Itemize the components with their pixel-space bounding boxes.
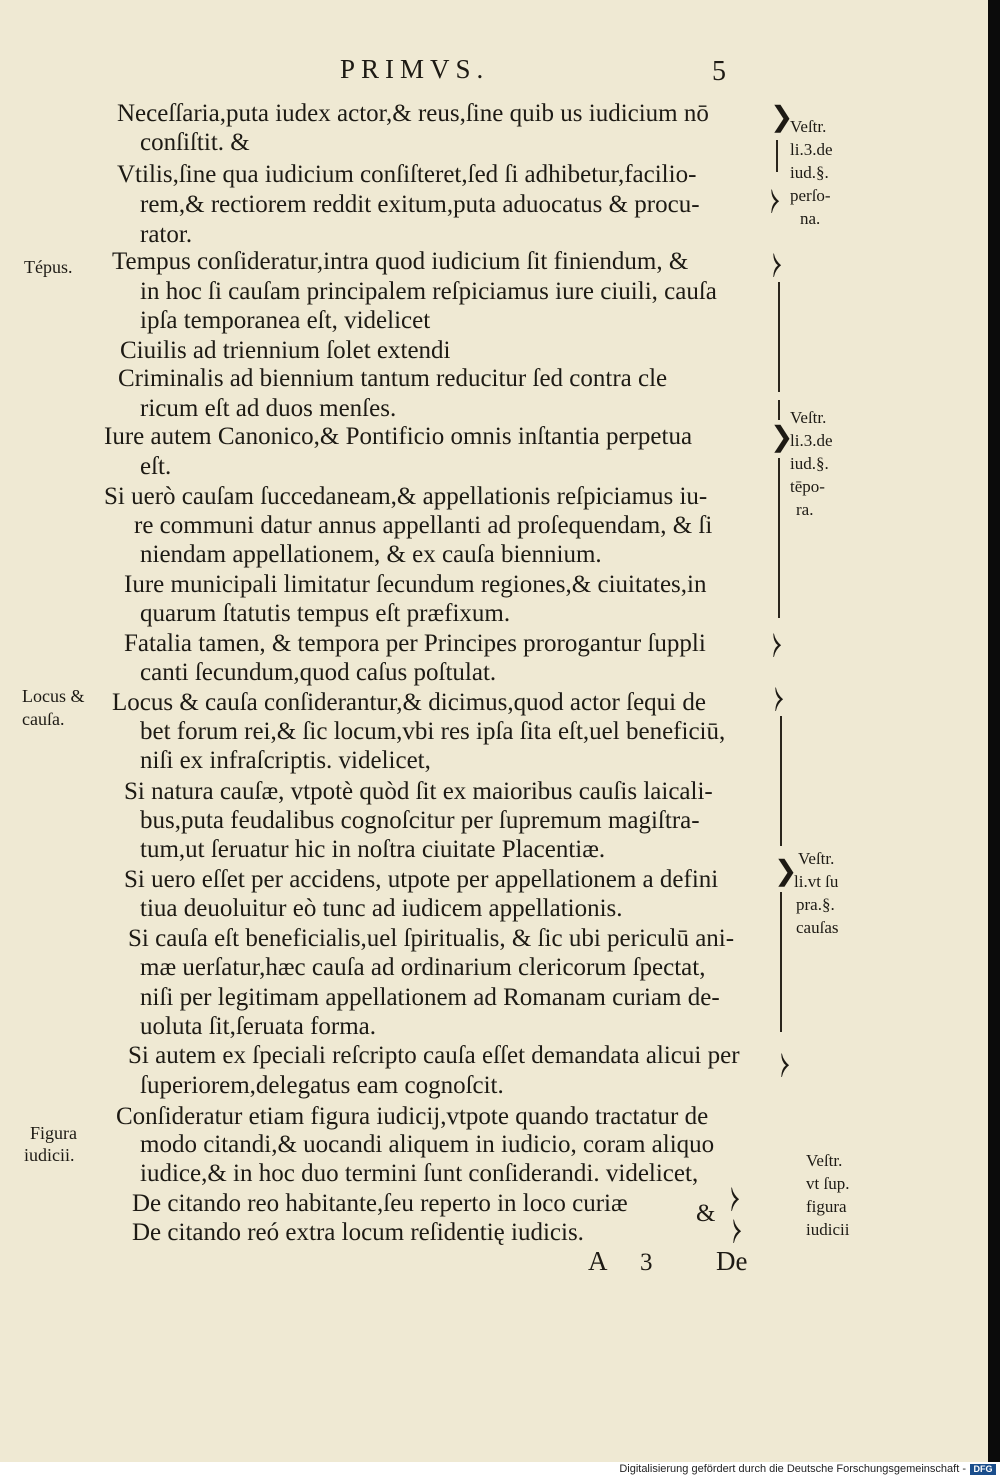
margin-ref-persona-3: iud.§.	[790, 163, 829, 182]
text-line: Iure autem Canonico,& Pontificio omnis inſtantia perpetua	[104, 423, 693, 450]
text-line: Si cauſa eſt beneficialis,uel ſpiritualis, & ſic ubi periculū ani-	[128, 925, 735, 952]
text-line: uoluta ſit,ſeruata forma.	[140, 1013, 377, 1040]
margin-ref-figura-2: vt ſup.	[806, 1174, 850, 1193]
text-line: Vtilis,ſine qua iudicium conſiſteret,ſed ſi adhibetur,facilio-	[117, 161, 697, 188]
margin-ref-persona-5: na.	[800, 209, 821, 228]
brace-mark: ❯	[770, 422, 794, 453]
text-line: modo citandi,& uocandi aliquem in iudicio, coram aliquo	[140, 1131, 715, 1158]
text-line: niendam appellationem, & ex cauſa biennium.	[140, 541, 602, 568]
margin-ref-persona-4: perſo-	[790, 186, 831, 205]
brace-mark: ⧽	[772, 248, 782, 279]
text-line: eſt.	[140, 453, 172, 480]
text-line: Si uero eſſet per accidens, utpote per appellationem a defini	[124, 866, 719, 893]
margin-ref-causas-2: li.vt ſu	[794, 872, 839, 891]
signature-number: 3	[640, 1249, 653, 1276]
text-line: Criminalis ad biennium tantum reducitur ſed contra cle	[118, 365, 668, 392]
brace-line	[778, 282, 780, 392]
signature-mark: A	[588, 1246, 608, 1276]
text-line: bet forum rei,& ſic locum,vbi res ipſa ſita eſt,uel beneficiū,	[140, 718, 726, 745]
margin-ref-causas-3: pra.§.	[796, 895, 835, 914]
brace-line	[776, 140, 778, 172]
margin-note-figura-line1: Figura	[30, 1123, 77, 1143]
brace-line	[778, 458, 780, 618]
text-line: tum,ut ſeruatur hic in noſtra ciuitate Placentiæ.	[140, 836, 606, 863]
text-line: Si autem ex ſpeciali reſcripto cauſa eſſet demandata alicui per	[128, 1042, 740, 1069]
text-line: Conſideratur etiam figura iudicij,vtpote quando tractatur de	[116, 1103, 709, 1130]
margin-ref-persona-2: li.3.de	[790, 140, 833, 159]
text-line: ricum eſt ad duos menſes.	[140, 395, 397, 422]
brace-mark: ⧽	[780, 1048, 790, 1079]
text-line: tiua deuoluitur eò tunc ad iudicem appellationis.	[140, 895, 623, 922]
margin-ref-causas-4: cauſas	[796, 918, 839, 937]
margin-ref-tempora-2: li.3.de	[790, 431, 833, 450]
text-line: canti ſecundum,quod caſus poſtulat.	[140, 659, 497, 686]
text-line: rator.	[140, 221, 193, 248]
brace-mark: ⧽	[774, 682, 784, 713]
margin-ref-tempora-3: iud.§.	[790, 454, 829, 473]
brace-mark: ⧽	[770, 184, 780, 215]
brace-mark: ⧽	[730, 1182, 740, 1213]
running-head: PRIMVS.	[340, 54, 490, 84]
footer-text: Digitalisierung gefördert durch die Deutsche Forschungsgemeinschaft -	[619, 1463, 966, 1475]
text-line: conſiſtit. &	[140, 129, 250, 156]
dfg-logo-icon: DFG	[970, 1464, 996, 1475]
text-line: niſi per legitimam appellationem ad Romanam curiam de-	[140, 984, 720, 1011]
margin-ref-figura-1: Veſtr.	[806, 1151, 843, 1170]
margin-ref-causas-1: Veſtr.	[798, 849, 835, 868]
text-line: Locus & cauſa conſiderantur,& dicimus,quod actor ſequi de	[112, 689, 706, 716]
margin-ref-figura-3: figura	[806, 1197, 847, 1216]
text-line: mæ uerſatur,hæc cauſa ad ordinarium clericorum ſpectat,	[140, 954, 706, 981]
text-line: bus,puta feudalibus cognoſcitur per ſupremum magiſtra-	[140, 807, 700, 834]
brace-line	[778, 400, 780, 420]
text-line: rem,& rectiorem reddit exitum,puta aduocatus & procu-	[140, 191, 700, 218]
text-line: ſuperiorem,delegatus eam cognoſcit.	[140, 1072, 504, 1099]
brace-mark: ⧽	[732, 1214, 742, 1245]
margin-note-locus-line2: cauſa.	[22, 709, 65, 729]
ampersand-mark: &	[696, 1200, 716, 1227]
brace-line	[780, 892, 782, 1032]
text-line: in hoc ſi cauſam principalem reſpiciamus iure ciuili, cauſa	[140, 278, 717, 305]
brace-mark: ⧽	[772, 628, 782, 659]
text-line: Ciuilis ad triennium ſolet extendi	[120, 337, 451, 364]
margin-note-figura-line2: iudicii.	[24, 1145, 75, 1165]
page-edge-shadow	[988, 0, 1000, 1462]
brace-mark: ❯	[774, 856, 798, 887]
text-line: Fatalia tamen, & tempora per Principes prorogantur ſuppli	[124, 630, 706, 657]
text-line: Si natura cauſæ, vtpotè quòd ſit ex maioribus cauſis laicali-	[124, 778, 713, 805]
margin-ref-tempora-1: Veſtr.	[790, 408, 827, 427]
text-line: Tempus conſideratur,intra quod iudicium ſit finiendum, &	[112, 248, 689, 275]
margin-note-locus-line1: Locus &	[22, 686, 85, 706]
brace-mark: ❯	[770, 102, 794, 133]
brace-line	[780, 716, 782, 846]
catchword: De	[716, 1246, 748, 1276]
text-line: iudice,& in hoc duo termini ſunt conſiderandi. videlicet,	[140, 1160, 699, 1187]
text-line: De citando reo habitante,ſeu reperto in loco curiæ	[132, 1190, 628, 1217]
margin-note-tempus: Tépus.	[24, 257, 73, 277]
digitization-footer	[0, 1462, 1000, 1478]
margin-ref-tempora-4: tēpo-	[790, 477, 825, 496]
margin-ref-figura-4: iudicii	[806, 1220, 850, 1239]
text-line: De citando reó extra locum reſidentię iudicis.	[132, 1219, 584, 1246]
text-line: ipſa temporanea eſt, videlicet	[140, 307, 431, 334]
margin-ref-tempora-5: ra.	[796, 500, 814, 519]
page-number: 5	[712, 56, 726, 87]
text-line: Iure municipali limitatur ſecundum regiones,& ciuitates,in	[124, 571, 707, 598]
text-line: quarum ſtatutis tempus eſt præfixum.	[140, 600, 511, 627]
margin-ref-persona-1: Veſtr.	[790, 117, 827, 136]
text-line: niſi ex infraſcriptis. videlicet,	[140, 747, 431, 774]
text-line: re communi datur annus appellanti ad proſequendam, & ſi	[134, 512, 713, 539]
text-line: Si uerò cauſam ſuccedaneam,& appellationis reſpiciamus iu-	[104, 483, 708, 510]
text-line: Neceſſaria,puta iudex actor,& reus,ſine quib us iudicium nō	[117, 100, 709, 127]
